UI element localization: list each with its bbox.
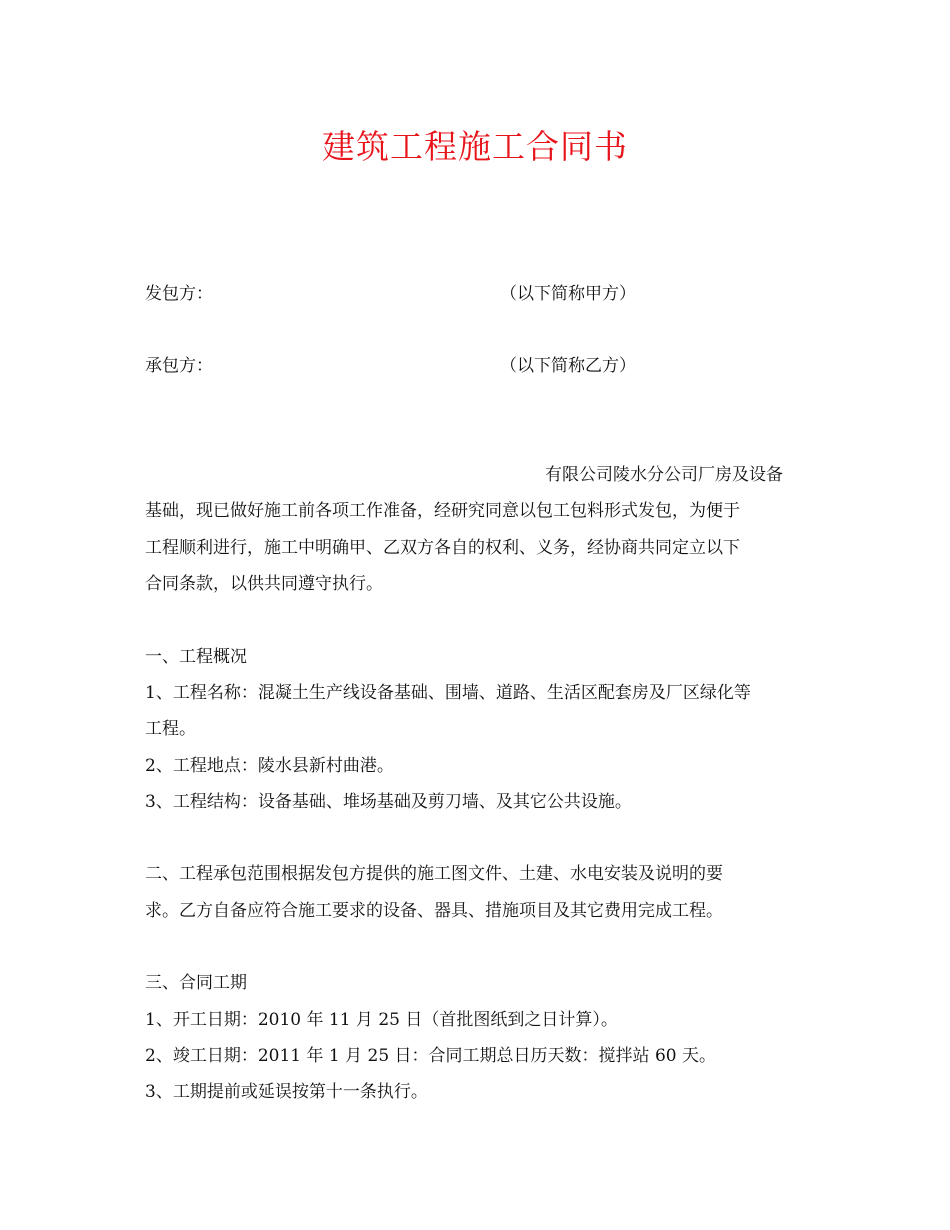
section-3-item-1: 1、开工日期：2010 年 11 月 25 日（首批图纸到之日计算）。 [145, 1010, 618, 1030]
section-2-line-2: 求。乙方自备应符合施工要求的设备、器具、措施项目及其它费用完成工程。 [145, 901, 723, 921]
intro-line-3: 工程顺利进行，施工中明确甲、乙双方各自的权利、义务，经协商共同定立以下 [145, 538, 740, 558]
section-1-heading: 一、工程概况 [145, 647, 247, 667]
party-b-note: （以下简称乙方） [500, 356, 636, 376]
section-1-item-3: 3、工程结构：设备基础、堆场基础及剪刀墙、及其它公共设施。 [145, 792, 632, 812]
document-title: 建筑工程施工合同书 [322, 127, 628, 166]
party-b-label: 承包方： [145, 356, 213, 376]
party-a-note: （以下简称甲方） [500, 284, 636, 304]
section-1-item-2: 2、工程地点：陵水县新村曲港。 [145, 756, 394, 776]
intro-line-2: 基础，现已做好施工前各项工作准备，经研究同意以包工包料形式发包，为便于 [145, 501, 740, 521]
section-3-heading: 三、合同工期 [145, 973, 247, 993]
section-3-item-2: 2、竣工日期：2011 年 1 月 25 日：合同工期总日历天数：搅拌站 60 天。 [145, 1046, 716, 1066]
section-3-item-3: 3、工期提前或延误按第十一条执行。 [145, 1082, 428, 1102]
intro-line-1: 有限公司陵水分公司厂房及设备 [545, 465, 783, 485]
section-1-item-1-cont: 工程。 [145, 719, 196, 739]
intro-line-4: 合同条款，以供共同遵守执行。 [145, 574, 383, 594]
section-1-item-1: 1、工程名称：混凝土生产线设备基础、围墙、道路、生活区配套房及厂区绿化等 [145, 683, 751, 703]
party-a-label: 发包方： [145, 284, 213, 304]
section-2-line-1: 二、工程承包范围根据发包方提供的施工图文件、土建、水电安装及说明的要 [145, 864, 723, 884]
